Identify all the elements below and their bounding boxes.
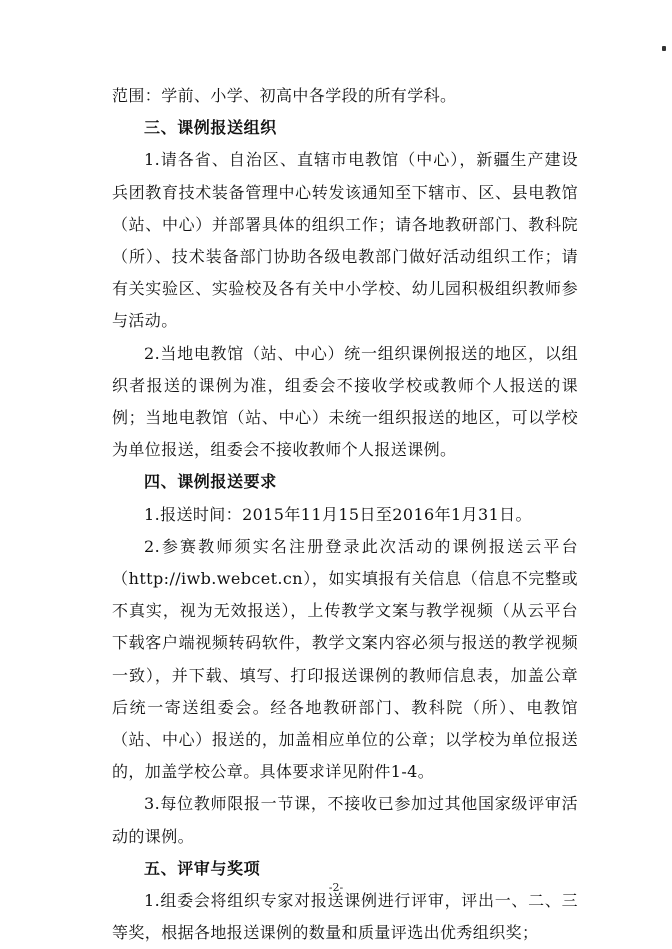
section-heading-submission-requirements: 四、课例报送要求 xyxy=(144,472,277,492)
paragraph-requirement-item-3: 3.每位教师限报一节课，不接收已参加过其他国家级评审活动的课例。 xyxy=(112,794,578,846)
section-heading-review-and-awards: 五、评审与奖项 xyxy=(144,858,261,878)
paragraph-requirement-item-1: 1.报送时间：2015年11月15日至2016年1月31日。 xyxy=(144,504,532,524)
paragraph-organization-item-2: 2.当地电教馆（站、中心）统一组织课例报送的地区，以组织者报送的课例为准，组委会不接收学校或教师个人报送的课例；当地电教馆（站、中心）未统一组织报送的地区，可以学校为单位报送，组委会不接收教师个人报送课例。 xyxy=(112,343,578,460)
paragraph-requirement-item-2: 2.参赛教师须实名注册登录此次活动的课例报送云平台（http://iwb.webcet.cn），如实填报有关信息（信息不完整或不真实，视为无效报送），上传教学文案与教学视频（从云平台下载客户端视频转码软件，教学文案内容必须与报送的教学视频一致），并下载、填写、打印报送课例的教师信息表，加盖公章后统一寄送组委会。经各地教研部门、教科院（所）、电教馆（站、中心）报送的，加盖相应单位的公章；以学校为单位报送的，加盖学校公章。具体要求详见附件1-4。 xyxy=(112,536,578,782)
page-number: -2- xyxy=(328,881,344,894)
document-body xyxy=(112,80,578,949)
paragraph-awards-item-1: 1.组委会将组织专家对报送课例进行评审，评出一、二、三等奖，根据各地报送课例的数量和质量评选出优秀组织奖； xyxy=(112,891,578,943)
scope-paragraph: 范围：学前、小学、初高中各学段的所有学科。 xyxy=(112,86,457,105)
paragraph-organization-item-1: 1.请各省、自治区、直辖市电教馆（中心），新疆生产建设兵团教育技术装备管理中心转发该通知至下辖市、区、县电教馆（站、中心）并部署具体的组织工作；请各地教研部门、教科院（所）、技术装备部门协助各级电教部门做好活动组织工作；请有关实验区、实验校及各有关中小学校、幼儿园积极组织教师参与活动。 xyxy=(112,150,578,331)
scan-speck xyxy=(662,46,666,51)
section-heading-submission-organization: 三、课例报送组织 xyxy=(144,118,277,138)
